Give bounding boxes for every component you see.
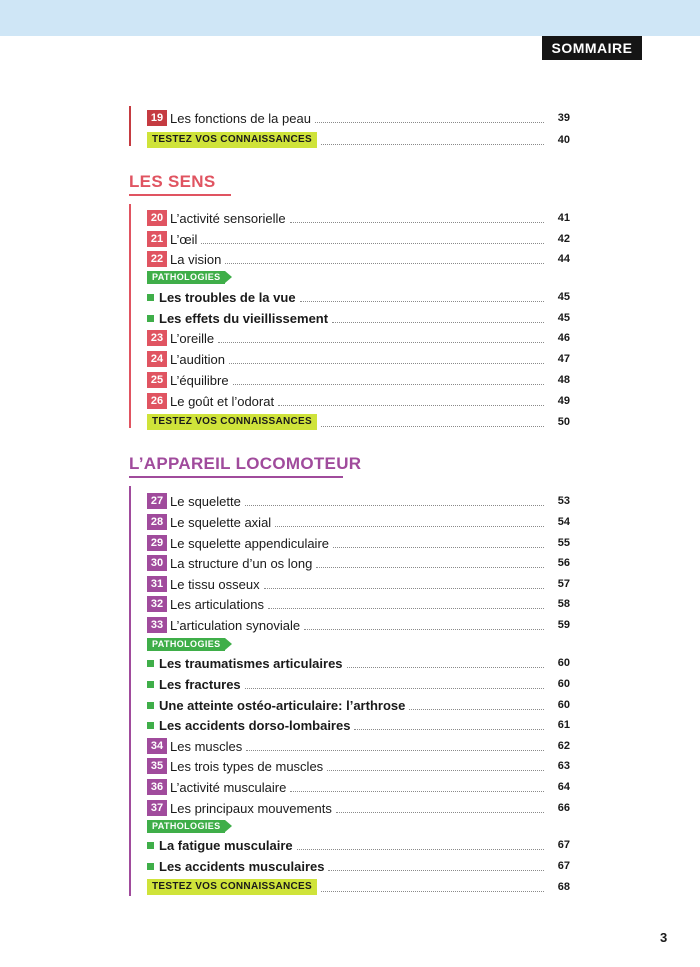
entry-title: Les fonctions de la peau	[170, 111, 311, 126]
quiz-row	[147, 129, 570, 149]
entry-title: L’équilibre	[170, 373, 229, 388]
chapter-number-badge: 29	[147, 535, 167, 551]
entry-title: Les principaux mouvements	[170, 801, 332, 816]
dot-leader	[321, 891, 544, 892]
page-ref: 66	[557, 802, 570, 814]
pathologies-tag: PATHOLOGIES	[147, 820, 225, 833]
toc-entry	[147, 248, 570, 268]
entry-title: Les traumatismes articulaires	[159, 656, 343, 671]
dot-leader	[218, 342, 544, 343]
page-ref: 67	[557, 839, 570, 851]
toc-entry	[147, 286, 570, 306]
entry-title: Les muscles	[170, 739, 243, 754]
page-ref: 60	[557, 699, 570, 711]
chapter-number-badge: 33	[147, 617, 167, 633]
dot-leader	[321, 144, 544, 145]
chapter-number-badge: 32	[147, 596, 167, 612]
page-ref: 67	[557, 860, 570, 872]
dot-leader	[333, 547, 544, 548]
pathologies-tag: PATHOLOGIES	[147, 271, 225, 284]
dot-leader	[245, 688, 544, 689]
dot-leader	[246, 750, 544, 751]
chapter-number-badge: 21	[147, 231, 167, 247]
section-title-rule-locomoteur	[129, 476, 343, 478]
toc-entry	[147, 714, 570, 734]
entry-title: La structure d’un os long	[170, 556, 313, 571]
dot-leader	[304, 629, 544, 630]
chapter-number-badge: 30	[147, 555, 167, 571]
page-ref: 56	[557, 557, 570, 569]
chapter-number-badge: 35	[147, 758, 167, 774]
dot-leader	[316, 567, 544, 568]
dot-leader	[409, 709, 544, 710]
page-ref: 54	[557, 516, 570, 528]
toc-entry	[147, 552, 570, 572]
toc-entry	[147, 390, 570, 410]
toc-entry	[147, 107, 570, 127]
entry-title: Les accidents dorso-lombaires	[159, 718, 351, 733]
toc-entry	[147, 573, 570, 593]
sommaire-header-tab: SOMMAIRE	[542, 36, 642, 60]
chapter-number-badge: 23	[147, 330, 167, 346]
page-ref: 48	[557, 374, 570, 386]
dot-leader	[328, 870, 544, 871]
chapter-number-badge: 19	[147, 110, 167, 126]
dot-leader	[354, 729, 544, 730]
dot-leader	[332, 322, 544, 323]
entry-title: Le tissu osseux	[170, 577, 260, 592]
toc-entry	[147, 207, 570, 227]
dot-leader	[229, 363, 544, 364]
page-ref: 63	[557, 760, 570, 772]
green-square-bullet-icon	[147, 863, 154, 870]
entry-title: Les fractures	[159, 677, 241, 692]
intro-section-bar	[129, 106, 131, 146]
locomoteur-section-bar	[129, 486, 131, 896]
entry-title: La vision	[170, 252, 222, 267]
toc-entry	[147, 614, 570, 634]
dot-leader	[315, 122, 544, 123]
green-square-bullet-icon	[147, 681, 154, 688]
page-ref: 49	[557, 395, 570, 407]
toc-entry	[147, 797, 570, 817]
toc-entry	[147, 228, 570, 248]
entry-title: Le squelette axial	[170, 515, 272, 530]
entry-title: La fatigue musculaire	[159, 838, 293, 853]
green-square-bullet-icon	[147, 660, 154, 667]
page-ref: 46	[557, 332, 570, 344]
green-square-bullet-icon	[147, 702, 154, 709]
entry-title: L’oreille	[170, 331, 215, 346]
page-ref: 50	[557, 416, 570, 428]
green-square-bullet-icon	[147, 315, 154, 322]
page-ref: 60	[557, 678, 570, 690]
page-ref: 41	[557, 212, 570, 224]
green-square-bullet-icon	[147, 842, 154, 849]
toc-entry	[147, 652, 570, 672]
dot-leader	[336, 812, 544, 813]
page-ref: 39	[557, 112, 570, 124]
dot-leader	[321, 426, 544, 427]
page-ref: 44	[557, 253, 570, 265]
entry-title: L’audition	[170, 352, 225, 367]
chapter-number-badge: 36	[147, 779, 167, 795]
page-number: 3	[660, 930, 668, 945]
entry-title: L’activité sensorielle	[170, 211, 286, 226]
page-ref: 42	[557, 233, 570, 245]
quiz-row	[147, 876, 570, 896]
page-ref: 61	[557, 719, 570, 731]
entry-title: Les trois types de muscles	[170, 759, 324, 774]
toc-entry	[147, 694, 570, 714]
page-ref: 55	[557, 537, 570, 549]
page-ref: 40	[557, 134, 570, 146]
dot-leader	[300, 301, 544, 302]
green-square-bullet-icon	[147, 722, 154, 729]
chapter-number-badge: 37	[147, 800, 167, 816]
entry-title: L’articulation synoviale	[170, 618, 301, 633]
dot-leader	[233, 384, 544, 385]
page-ref: 45	[557, 291, 570, 303]
page-ref: 47	[557, 353, 570, 365]
page-ref: 64	[557, 781, 570, 793]
page-ref: 62	[557, 740, 570, 752]
chapter-number-badge: 31	[147, 576, 167, 592]
chapter-number-badge: 27	[147, 493, 167, 509]
entry-title: Le squelette appendiculaire	[170, 536, 330, 551]
chapter-number-badge: 20	[147, 210, 167, 226]
chapter-number-badge: 22	[147, 251, 167, 267]
sens-section-bar	[129, 204, 131, 428]
entry-title: Une atteinte ostéo-articulaire: l’arthrose	[159, 698, 406, 713]
chapter-number-badge: 28	[147, 514, 167, 530]
section-title-rule-sens	[129, 194, 231, 196]
page-ref: 68	[557, 881, 570, 893]
top-color-band	[0, 0, 700, 36]
toc-entry	[147, 673, 570, 693]
toc-entry	[147, 735, 570, 755]
toc-entry	[147, 776, 570, 796]
dot-leader	[347, 667, 544, 668]
entry-title: L’œil	[170, 232, 198, 247]
toc-entry	[147, 369, 570, 389]
toc-entry	[147, 511, 570, 531]
toc-entry	[147, 855, 570, 875]
green-square-bullet-icon	[147, 294, 154, 301]
dot-leader	[268, 608, 544, 609]
toc-entry	[147, 834, 570, 854]
entry-title: L’activité musculaire	[170, 780, 287, 795]
entry-title: Les articulations	[170, 597, 264, 612]
chapter-number-badge: 26	[147, 393, 167, 409]
toc-entry	[147, 307, 570, 327]
dot-leader	[290, 222, 544, 223]
entry-title: Les accidents musculaires	[159, 859, 325, 874]
dot-leader	[278, 405, 544, 406]
page-ref: 45	[557, 312, 570, 324]
page-ref: 53	[557, 495, 570, 507]
page-ref: 58	[557, 598, 570, 610]
chapter-number-badge: 25	[147, 372, 167, 388]
entry-title: Le goût et l’odorat	[170, 394, 275, 409]
chapter-number-badge: 24	[147, 351, 167, 367]
page-ref: 57	[557, 578, 570, 590]
quiz-label: TESTEZ VOS CONNAISSANCES	[147, 132, 317, 148]
dot-leader	[245, 505, 544, 506]
dot-leader	[264, 588, 544, 589]
entry-title: Les troubles de la vue	[159, 290, 296, 305]
toc-entry	[147, 593, 570, 613]
toc-entry	[147, 755, 570, 775]
page-ref: 60	[557, 657, 570, 669]
dot-leader	[327, 770, 544, 771]
dot-leader	[297, 849, 544, 850]
toc-entry	[147, 348, 570, 368]
dot-leader	[275, 526, 544, 527]
dot-leader	[290, 791, 544, 792]
quiz-row	[147, 411, 570, 431]
entry-title: Les effets du vieillissement	[159, 311, 329, 326]
toc-entry	[147, 532, 570, 552]
pathologies-tag: PATHOLOGIES	[147, 638, 225, 651]
section-title-locomoteur: L’APPAREIL LOCOMOTEUR	[129, 454, 362, 473]
toc-entry	[147, 327, 570, 347]
quiz-label: TESTEZ VOS CONNAISSANCES	[147, 414, 317, 430]
toc-entry	[147, 490, 570, 510]
quiz-label: TESTEZ VOS CONNAISSANCES	[147, 879, 317, 895]
page-ref: 59	[557, 619, 570, 631]
dot-leader	[201, 243, 544, 244]
section-title-sens: LES SENS	[129, 172, 216, 191]
dot-leader	[225, 263, 544, 264]
chapter-number-badge: 34	[147, 738, 167, 754]
entry-title: Le squelette	[170, 494, 241, 509]
